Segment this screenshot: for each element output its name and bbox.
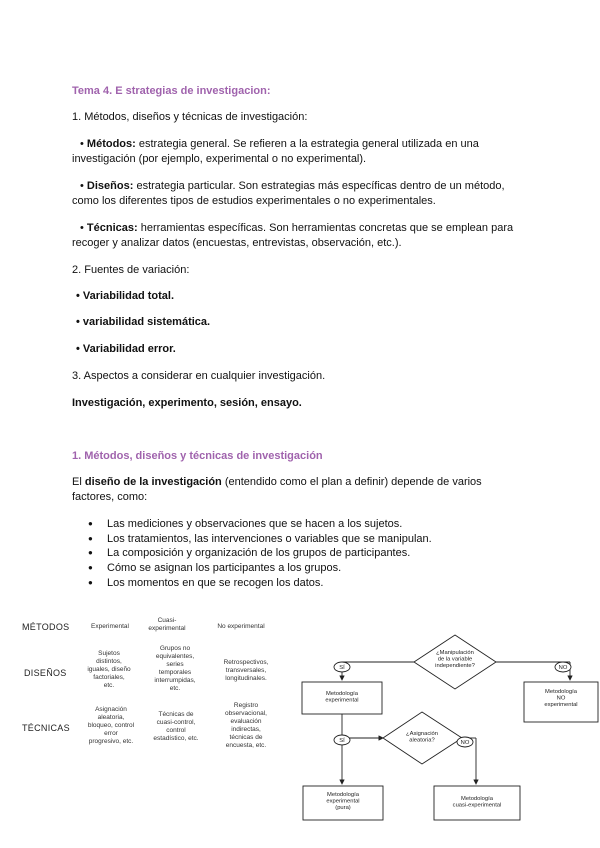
- var-total: • Variabilidad total.: [76, 290, 174, 302]
- tecnicas-no-experimental: Registro observacional, evaluación indirectas, técnicas de encuesta, etc.: [225, 702, 267, 749]
- tecnicas-cuasi: Técnicas de cuasi-control, control estadístico, etc.: [153, 711, 199, 742]
- item-2: 2. Fuentes de variación:: [72, 264, 190, 276]
- list-item: ● Los tratamientos, las intervenciones o variables que se manipulan.: [88, 532, 432, 547]
- disenos-text-2: como los diferentes tipos de estudios experimentales o no experimentales.: [72, 195, 436, 207]
- intro-bold: diseño de la investigación: [84, 476, 222, 488]
- list-item: ● La composición y organización de los grupos de participantes.: [88, 546, 432, 561]
- header-no-experimental: No experimental: [217, 623, 265, 630]
- list-item: ● Los momentos en que se recogen los datos.: [88, 576, 432, 591]
- no1-label: NO: [558, 665, 568, 671]
- box-pura-text: Metodología experimental (pura): [326, 792, 360, 811]
- section-title: Tema 4. E strategias de investigacion:: [72, 85, 271, 97]
- disenos-experimental: Sujetos distintos, iguales, diseño factoriales, etc.: [87, 650, 131, 689]
- q2-text: ¿Asignación aleatoria?: [406, 731, 438, 744]
- disenos-line: • Diseños: estrategia particular. Son estrategias más específicas dentro de un método,: [80, 180, 505, 192]
- disenos-text: estrategia particular. Son estrategias más específicas dentro de un método,: [133, 180, 505, 192]
- tecnicas-experimental: Asignación aleatoria, bloqueo, control error progresivo, etc.: [87, 706, 135, 745]
- si1-label: SÍ: [339, 665, 345, 671]
- list-item: ● Cómo se asignan los participantes a los grupos.: [88, 561, 432, 576]
- item-3: 3. Aspectos a considerar en cualquier investigación.: [72, 370, 326, 382]
- row-label-disenos: DISEÑOS: [24, 668, 67, 678]
- disenos-no-experimental: Retrospectivos, transversales, longitudinales.: [223, 659, 269, 682]
- intro-line-2: factores, como:: [72, 491, 148, 503]
- flowchart: [300, 620, 600, 848]
- row-label-tecnicas: TÉCNICAS: [22, 723, 70, 733]
- factors-list: [88, 517, 432, 591]
- summary: Investigación, experimento, sesión, ensayo.: [72, 397, 302, 409]
- var-sistematica: • variabilidad sistemática.: [76, 316, 211, 328]
- disenos-label: Diseños:: [86, 180, 134, 192]
- metodos-text-2: investigación (por ejemplo, experimental o no experimental).: [72, 153, 367, 165]
- metodos-label: Métodos:: [86, 138, 136, 150]
- tecnicas-text-2: recoger y analizar datos (encuestas, entrevistas, observación, etc.).: [72, 237, 402, 249]
- tecnicas-text: herramientas específicas. Son herramientas concretas que se emplean para: [137, 222, 514, 234]
- list-item: ● Las mediciones y observaciones que se hacen a los sujetos.: [88, 517, 432, 532]
- metodos-line: • Métodos: estrategia general. Se refieren a la estrategia general utilizada en una: [80, 138, 479, 150]
- box-exp-text: Metodología experimental: [325, 691, 359, 704]
- disenos-cuasi: Grupos no equivalentes, series temporales interrumpidas, etc.: [154, 645, 196, 692]
- si2-label: SÍ: [339, 738, 345, 744]
- tecnicas-line: • Técnicas: herramientas específicas. Son herramientas concretas que se emplean para: [80, 222, 514, 234]
- no2-label: NO: [460, 740, 470, 746]
- tecnicas-label: Técnicas:: [86, 222, 138, 234]
- var-error: • Variabilidad error.: [76, 343, 176, 355]
- section-2-title: 1. Métodos, diseños y técnicas de investigación: [72, 450, 323, 462]
- metodos-text: estrategia general. Se refieren a la estrategia general utilizada en una: [135, 138, 479, 150]
- header-cuasi: Cuasi- experimental: [148, 617, 186, 632]
- item-1: 1. Métodos, diseños y técnicas de investigación:: [72, 111, 308, 123]
- box-noexp-text: Metodología NO experimental: [544, 689, 578, 708]
- q1-text: ¿Manipulación de la variable independiente?: [435, 650, 475, 669]
- row-label-metodos: MÉTODOS: [22, 622, 70, 632]
- intro-line-1: El diseño de la investigación (entendido como el plan a definir) depende de varios: [72, 476, 482, 488]
- header-experimental: Experimental: [91, 623, 129, 630]
- box-cuasi-text: Metodología cuasi-experimental: [452, 796, 502, 809]
